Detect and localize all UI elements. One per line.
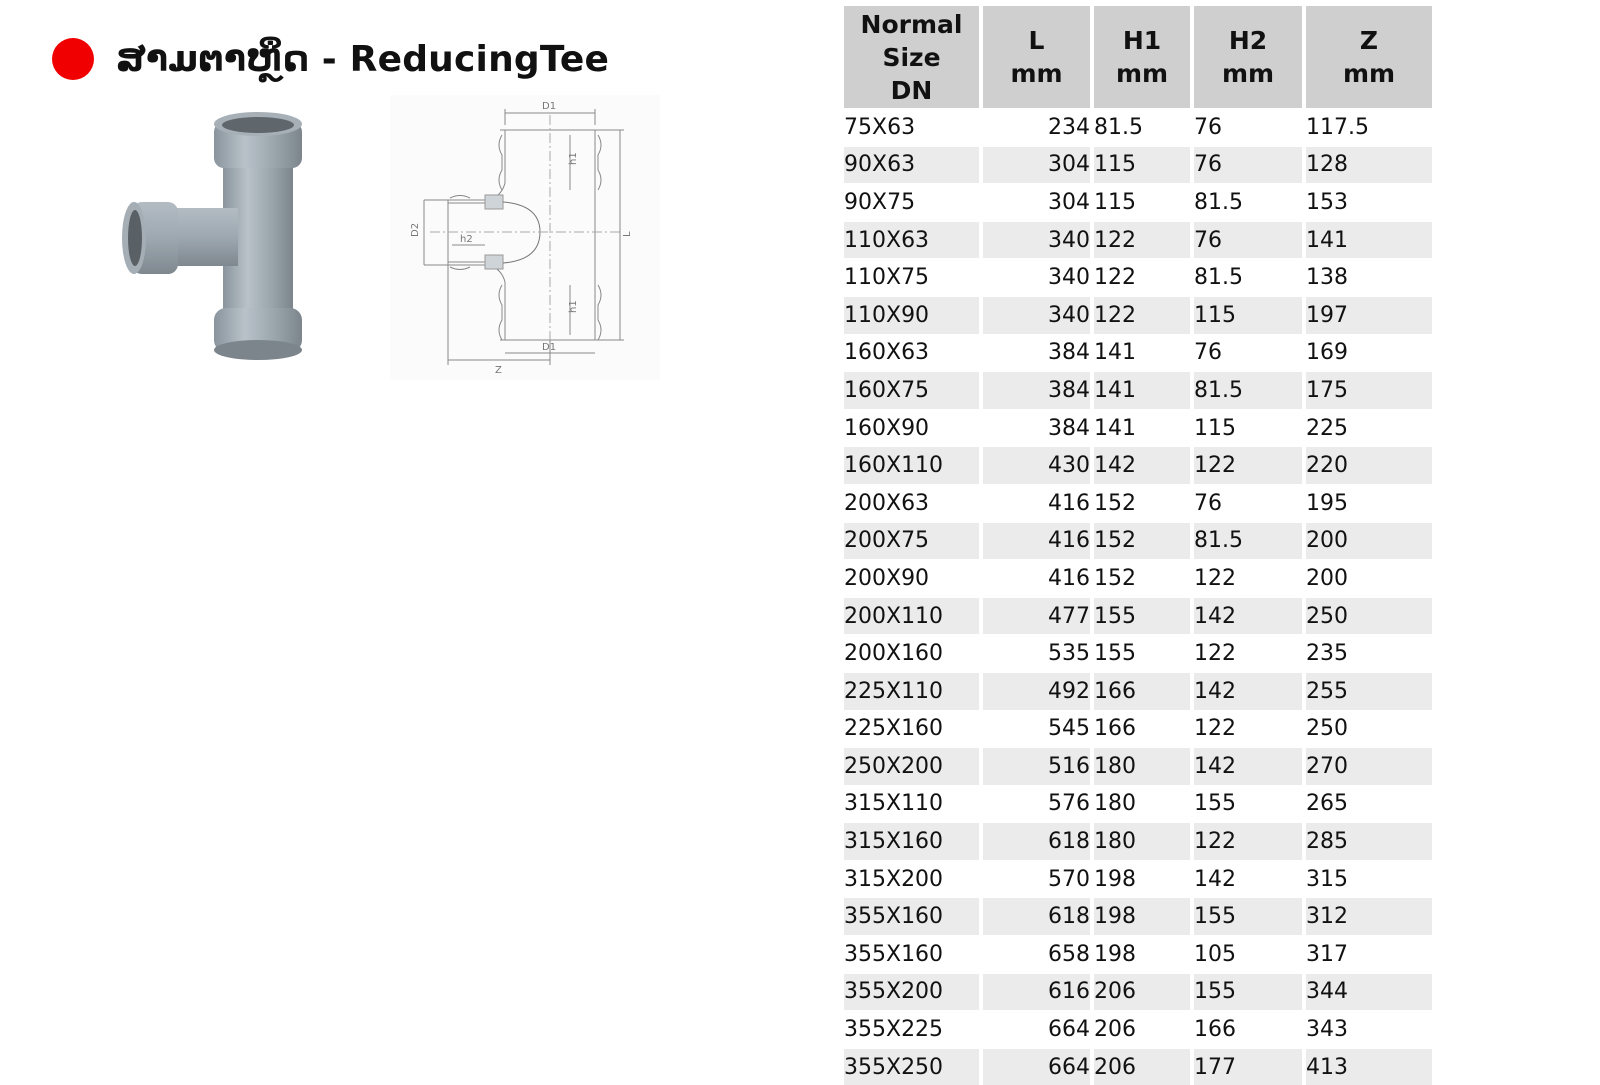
table-row: [844, 1010, 1432, 1048]
page-title: ສາມຕາຫຼຶດ - ReducingTee: [116, 38, 610, 80]
cell-l: 535: [983, 634, 1094, 672]
cell-l: 477: [983, 597, 1094, 635]
table-row: [844, 822, 1432, 860]
cell-h2: 122: [1194, 710, 1306, 748]
cell-h2: 142: [1194, 860, 1306, 898]
cell-size-dn: 160X75: [844, 371, 983, 409]
cell-l: 664: [983, 1010, 1094, 1048]
cell-z: 250: [1306, 597, 1432, 635]
cell-size-dn: 75X63: [844, 108, 983, 146]
cell-h2: 76: [1194, 484, 1306, 522]
cell-h2: 122: [1194, 822, 1306, 860]
drawing-label-z: Z: [495, 365, 502, 376]
cell-size-dn: 315X160: [844, 822, 983, 860]
cell-h2: 142: [1194, 747, 1306, 785]
table-row: [844, 597, 1432, 635]
cell-z: 270: [1306, 747, 1432, 785]
table-row: [844, 446, 1432, 484]
table-row: [844, 296, 1432, 334]
table-row: [844, 634, 1432, 672]
pvc-reducing-tee-photo-icon: [118, 108, 318, 363]
cell-h1: 141: [1094, 371, 1194, 409]
cell-h2: 122: [1194, 634, 1306, 672]
cell-size-dn: 355X250: [844, 1048, 983, 1085]
drawing-label-d2: D2: [410, 222, 421, 237]
cell-h1: 180: [1094, 785, 1194, 823]
cell-l: 618: [983, 822, 1094, 860]
cell-size-dn: 90X63: [844, 146, 983, 184]
cell-l: 384: [983, 334, 1094, 372]
cell-h1: 152: [1094, 559, 1194, 597]
cell-size-dn: 225X110: [844, 672, 983, 710]
cell-size-dn: 315X200: [844, 860, 983, 898]
cell-size-dn: 355X200: [844, 973, 983, 1011]
table-row: [844, 146, 1432, 184]
cell-z: 153: [1306, 183, 1432, 221]
cell-z: 128: [1306, 146, 1432, 184]
cell-l: 416: [983, 522, 1094, 560]
header-l-mm: L mm: [983, 6, 1094, 108]
cell-l: 304: [983, 183, 1094, 221]
cell-h1: 198: [1094, 897, 1194, 935]
cell-h2: 142: [1194, 672, 1306, 710]
table-row: [844, 860, 1432, 898]
cell-h1: 141: [1094, 409, 1194, 447]
cell-l: 416: [983, 559, 1094, 597]
reducing-tee-dimension-table: [844, 6, 1432, 1085]
cell-h2: 76: [1194, 146, 1306, 184]
cell-h1: 206: [1094, 1010, 1194, 1048]
cell-l: 516: [983, 747, 1094, 785]
table-row: [844, 785, 1432, 823]
cell-h1: 122: [1094, 296, 1194, 334]
table-row: [844, 973, 1432, 1011]
table-row: [844, 221, 1432, 259]
drawing-label-d1-top: D1: [542, 101, 557, 112]
cell-h2: 122: [1194, 446, 1306, 484]
cell-size-dn: 160X90: [844, 409, 983, 447]
cell-l: 384: [983, 371, 1094, 409]
cell-size-dn: 355X160: [844, 935, 983, 973]
cell-z: 200: [1306, 559, 1432, 597]
cell-h2: 76: [1194, 221, 1306, 259]
cell-h2: 81.5: [1194, 183, 1306, 221]
cell-z: 169: [1306, 334, 1432, 372]
cell-z: 197: [1306, 296, 1432, 334]
cell-l: 618: [983, 897, 1094, 935]
cell-size-dn: 200X63: [844, 484, 983, 522]
drawing-label-h2: h2: [460, 234, 473, 245]
cell-l: 658: [983, 935, 1094, 973]
cell-h2: 76: [1194, 108, 1306, 146]
table-row: [844, 672, 1432, 710]
header-h2-mm: H2 mm: [1194, 6, 1306, 108]
cell-h1: 152: [1094, 484, 1194, 522]
cell-size-dn: 200X75: [844, 522, 983, 560]
cell-l: 340: [983, 221, 1094, 259]
table-row: [844, 1048, 1432, 1085]
cell-size-dn: 355X225: [844, 1010, 983, 1048]
cell-size-dn: 250X200: [844, 747, 983, 785]
cell-l: 616: [983, 973, 1094, 1011]
cell-h1: 122: [1094, 221, 1194, 259]
table-row: [844, 747, 1432, 785]
cell-l: 340: [983, 258, 1094, 296]
cell-size-dn: 110X63: [844, 221, 983, 259]
table-row: [844, 334, 1432, 372]
cell-h2: 155: [1194, 897, 1306, 935]
cell-size-dn: 225X160: [844, 710, 983, 748]
cell-h2: 81.5: [1194, 371, 1306, 409]
table-header-row: [844, 6, 1432, 108]
cell-h1: 206: [1094, 973, 1194, 1011]
header-z-mm: Z mm: [1306, 6, 1432, 108]
title-row: [52, 38, 609, 80]
table-row: [844, 559, 1432, 597]
cell-size-dn: 110X90: [844, 296, 983, 334]
cell-z: 285: [1306, 822, 1432, 860]
cell-h1: 198: [1094, 860, 1194, 898]
cell-h2: 76: [1194, 334, 1306, 372]
cell-z: 312: [1306, 897, 1432, 935]
cell-h2: 177: [1194, 1048, 1306, 1085]
cell-l: 340: [983, 296, 1094, 334]
cell-l: 576: [983, 785, 1094, 823]
header-h1-mm: H1 mm: [1094, 6, 1194, 108]
cell-size-dn: 200X160: [844, 634, 983, 672]
cell-h1: 206: [1094, 1048, 1194, 1085]
table-row: [844, 522, 1432, 560]
table-row: [844, 183, 1432, 221]
cell-size-dn: 160X63: [844, 334, 983, 372]
table-row: [844, 371, 1432, 409]
header-normal-size-dn: Normal Size DN: [844, 6, 983, 108]
cell-z: 344: [1306, 973, 1432, 1011]
cell-size-dn: 200X90: [844, 559, 983, 597]
cell-h1: 166: [1094, 672, 1194, 710]
cell-h1: 166: [1094, 710, 1194, 748]
cell-h1: 155: [1094, 634, 1194, 672]
cell-h2: 115: [1194, 296, 1306, 334]
cell-h2: 155: [1194, 785, 1306, 823]
cell-l: 664: [983, 1048, 1094, 1085]
cell-z: 413: [1306, 1048, 1432, 1085]
cell-l: 545: [983, 710, 1094, 748]
cell-z: 343: [1306, 1010, 1432, 1048]
cell-z: 195: [1306, 484, 1432, 522]
table-row: [844, 710, 1432, 748]
cell-h2: 115: [1194, 409, 1306, 447]
cell-h2: 81.5: [1194, 522, 1306, 560]
cell-z: 141: [1306, 221, 1432, 259]
cell-z: 175: [1306, 371, 1432, 409]
cell-h1: 180: [1094, 822, 1194, 860]
cell-z: 315: [1306, 860, 1432, 898]
cell-h1: 81.5: [1094, 108, 1194, 146]
cell-size-dn: 315X110: [844, 785, 983, 823]
cell-z: 255: [1306, 672, 1432, 710]
table-row: [844, 935, 1432, 973]
cell-l: 384: [983, 409, 1094, 447]
cell-h2: 142: [1194, 597, 1306, 635]
cell-size-dn: 90X75: [844, 183, 983, 221]
cell-h2: 122: [1194, 559, 1306, 597]
drawing-label-d1-bottom: D1: [542, 342, 557, 353]
cell-h1: 115: [1094, 183, 1194, 221]
cell-l: 430: [983, 446, 1094, 484]
cell-h2: 166: [1194, 1010, 1306, 1048]
cell-h2: 105: [1194, 935, 1306, 973]
cell-z: 225: [1306, 409, 1432, 447]
cell-h1: 198: [1094, 935, 1194, 973]
cell-z: 138: [1306, 258, 1432, 296]
cell-z: 117.5: [1306, 108, 1432, 146]
cell-size-dn: 110X75: [844, 258, 983, 296]
cell-h1: 180: [1094, 747, 1194, 785]
drawing-label-h1-top: h1: [568, 152, 579, 165]
cell-size-dn: 355X160: [844, 897, 983, 935]
table-body: [844, 108, 1432, 1085]
cell-h1: 115: [1094, 146, 1194, 184]
cell-l: 570: [983, 860, 1094, 898]
cell-l: 234: [983, 108, 1094, 146]
cell-size-dn: 160X110: [844, 446, 983, 484]
cell-z: 317: [1306, 935, 1432, 973]
cell-l: 304: [983, 146, 1094, 184]
cell-z: 200: [1306, 522, 1432, 560]
cell-z: 220: [1306, 446, 1432, 484]
cell-h1: 155: [1094, 597, 1194, 635]
table-row: [844, 897, 1432, 935]
cell-h2: 155: [1194, 973, 1306, 1011]
cell-z: 235: [1306, 634, 1432, 672]
red-bullet-icon: [52, 38, 94, 80]
cell-h1: 152: [1094, 522, 1194, 560]
cell-h1: 141: [1094, 334, 1194, 372]
drawing-label-h1-bottom: h1: [568, 300, 579, 313]
cell-z: 250: [1306, 710, 1432, 748]
cell-size-dn: 200X110: [844, 597, 983, 635]
cell-l: 492: [983, 672, 1094, 710]
table-row: [844, 108, 1432, 146]
cell-z: 265: [1306, 785, 1432, 823]
cell-l: 416: [983, 484, 1094, 522]
drawing-label-l: L: [622, 231, 633, 237]
table-row: [844, 409, 1432, 447]
table-row: [844, 258, 1432, 296]
cell-h1: 122: [1094, 258, 1194, 296]
cell-h1: 142: [1094, 446, 1194, 484]
table-row: [844, 484, 1432, 522]
cell-h2: 81.5: [1194, 258, 1306, 296]
reducing-tee-technical-drawing-icon: [390, 95, 660, 380]
